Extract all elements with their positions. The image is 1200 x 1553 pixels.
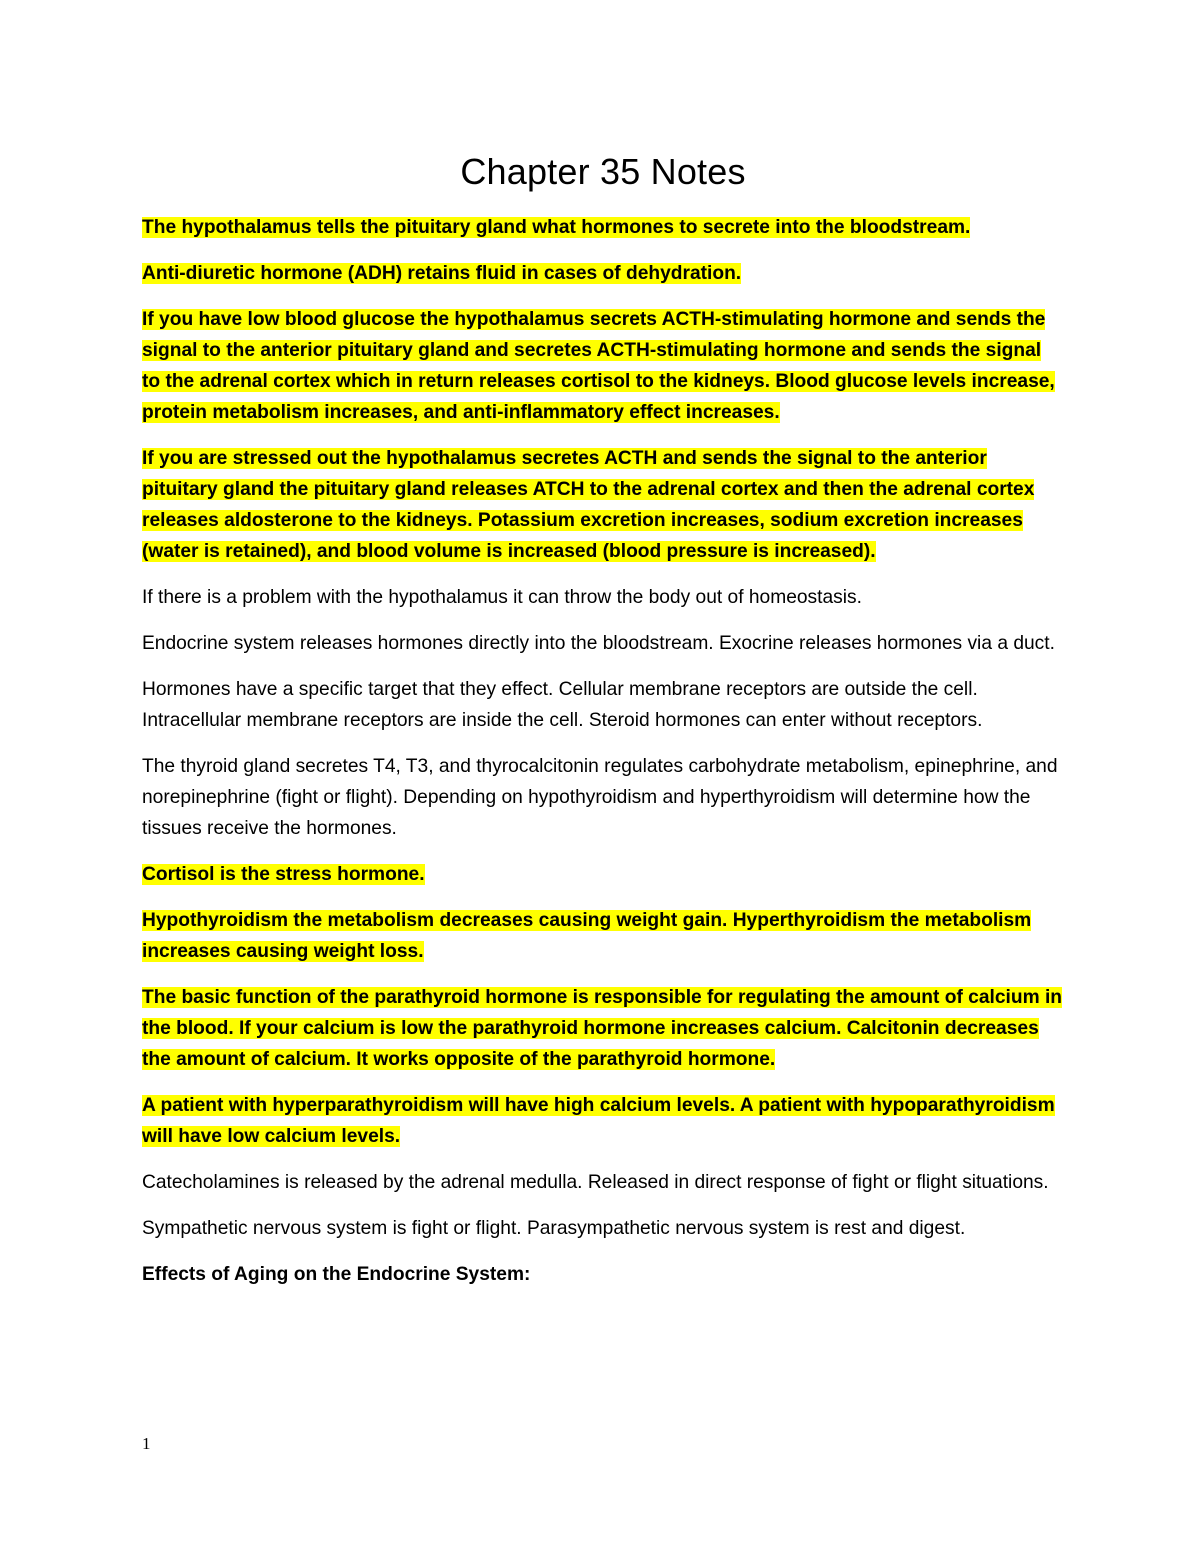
paragraph-adh-highlight [142, 258, 1064, 289]
paragraph-catecholamines: Catecholamines is released by the adrenal medulla. Released in direct response of fight or flight situations. [142, 1172, 1049, 1193]
page-number: 1 [142, 1434, 151, 1453]
highlighted-text: Hypothyroidism the metabolism decreases causing weight gain. Hyperthyroidism the metabolism increases causing weight loss. [142, 910, 1032, 962]
paragraph-stress-highlight [142, 443, 1064, 567]
paragraph-hypothalamus-highlight [142, 212, 1064, 243]
paragraph-thyroid-gland: The thyroid gland secretes T4, T3, and thyrocalcitonin regulates carbohydrate metabolism, epinephrine, and norepinephrine (fight or flight). Depending on hypothyroidism and hyperthyroidism will determine how the tissues receive the hormones. [142, 756, 1058, 839]
paragraph-calcium-levels-highlight [142, 1090, 1064, 1152]
section-heading-aging: Effects of Aging on the Endocrine System: [142, 1264, 531, 1285]
page-title: Chapter 35 Notes [460, 151, 746, 192]
paragraph-thyroidism-highlight [142, 905, 1064, 967]
paragraph-cortisol-highlight [142, 859, 1064, 890]
paragraph-parathyroid-highlight [142, 982, 1064, 1075]
paragraph-hormone-receptors: Hormones have a specific target that they effect. Cellular membrane receptors are outside the cell. Intracellular membrane receptors are inside the cell. Steroid hormones can enter without receptors. [142, 679, 983, 731]
paragraph-endocrine-exocrine: Endocrine system releases hormones directly into the bloodstream. Exocrine releases hormones via a duct. [142, 633, 1055, 654]
highlighted-text: The hypothalamus tells the pituitary gland what hormones to secrete into the bloodstream. [142, 217, 971, 238]
highlighted-text: The basic function of the parathyroid hormone is responsible for regulating the amount of calcium in the blood. If your calcium is low the parathyroid hormone increases calcium. Calcitonin decreases the amount of calcium. It works opposite of the parathyroid hormone. [142, 987, 1063, 1070]
highlighted-text: A patient with hyperparathyroidism will have high calcium levels. A patient with hypoparathyroidism will have low calcium levels. [142, 1095, 1055, 1147]
highlighted-text: Anti-diuretic hormone (ADH) retains fluid in cases of dehydration. [142, 263, 742, 284]
document-body [142, 146, 1064, 1305]
highlighted-text: If you have low blood glucose the hypothalamus secrets ACTH-stimulating hormone and sends the signal to the anterior pituitary gland and secretes ACTH-stimulating hormone and sends the signal to the adrenal cortex which in return releases cortisol to the kidneys. Blood glucose levels increase, protein metabolism increases, and anti-inflammatory effect increases. [142, 309, 1055, 423]
paragraph-low-glucose-highlight [142, 304, 1064, 428]
paragraph-nervous-system: Sympathetic nervous system is fight or flight. Parasympathetic nervous system is rest and digest. [142, 1218, 966, 1239]
paragraph-homeostasis: If there is a problem with the hypothalamus it can throw the body out of homeostasis. [142, 587, 862, 608]
highlighted-text: Cortisol is the stress hormone. [142, 864, 425, 885]
highlighted-text: If you are stressed out the hypothalamus secretes ACTH and sends the signal to the anterior pituitary gland the pituitary gland releases ATCH to the adrenal cortex and then the adrenal cortex releases aldosterone to the kidneys. Potassium excretion increases, sodium excretion increases (water is retained), and blood volume is increased (blood pressure is increased). [142, 448, 1035, 562]
